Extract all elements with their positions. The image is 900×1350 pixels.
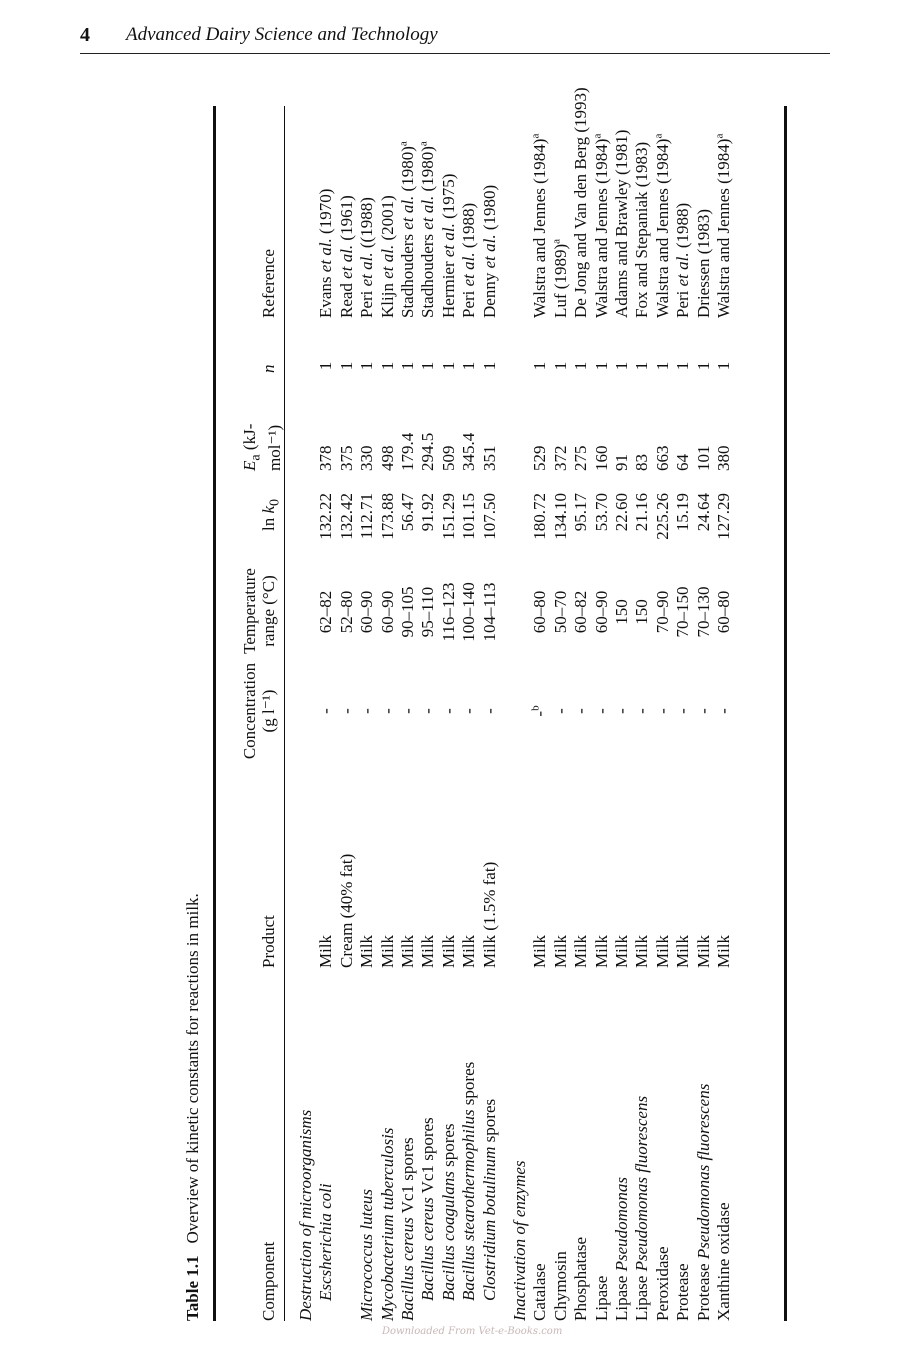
lnk0-cell: 225.26	[652, 493, 672, 540]
concentration-cell	[417, 661, 438, 761]
lnk0-cell: 107.50	[479, 493, 499, 540]
product-cell: Milk	[459, 934, 479, 968]
component-cell	[550, 1251, 571, 1321]
component-run: Phosphatase	[571, 1236, 591, 1321]
header-ea-line1-rest: (kJ-	[240, 423, 259, 455]
reference-cell	[570, 87, 591, 318]
component-run: Peroxidase	[652, 1246, 672, 1321]
component-cell	[611, 1177, 632, 1321]
concentration-cell	[315, 661, 336, 761]
header-product: Product	[259, 915, 278, 968]
concentration-value: -	[418, 708, 438, 714]
reference-cell	[693, 209, 714, 318]
reference-run: et al.	[398, 195, 417, 230]
concentration-value: -	[632, 708, 652, 714]
rotated-table	[183, 0, 793, 1321]
component-cell	[438, 1123, 459, 1301]
reference-run: Denny	[479, 268, 499, 318]
temperature-cell: 104–113	[479, 582, 499, 642]
reference-run: (2001)	[377, 195, 397, 245]
lnk0-cell: 134.10	[550, 493, 570, 540]
reference-run: (1975)	[438, 173, 458, 224]
reference-run: et al.	[336, 244, 356, 279]
reference-run: et al.	[438, 223, 458, 258]
lnk0-cell: 151.29	[438, 493, 458, 540]
product-cell: Milk	[530, 934, 550, 968]
header-lnk0-var: k	[259, 505, 278, 514]
component-cell	[672, 1263, 693, 1321]
concentration-value: -	[377, 708, 397, 714]
header-concentration-line2: (g l⁻¹)	[259, 689, 278, 733]
concentration-value: -	[571, 708, 591, 714]
header-ea-sub: a	[247, 454, 264, 461]
temperature-cell: 150	[632, 599, 652, 625]
lnk0-cell: 101.15	[459, 493, 479, 540]
reference-run: et al.	[418, 195, 438, 230]
temperature-cell: 116–123	[438, 582, 458, 642]
ea-cell: 101	[693, 445, 713, 471]
lnk0-cell: 173.88	[377, 493, 397, 540]
header-temperature	[240, 561, 278, 661]
table-caption-text: Overview of kinetic constants for reactions in milk.	[183, 893, 202, 1244]
component-run: Chymosin	[550, 1251, 570, 1321]
component-run: Pseudomonas fluorescens	[632, 1095, 652, 1272]
n-cell: 1	[652, 361, 672, 371]
reference-cell	[438, 174, 459, 318]
component-run: Bacillus coagulans	[438, 1171, 458, 1301]
reference-cell	[631, 142, 652, 318]
temperature-cell: 60–80	[714, 590, 733, 634]
n-cell: 1	[673, 361, 693, 371]
table-top-rule	[213, 106, 216, 1321]
reference-run: et al.	[479, 234, 499, 269]
n-cell: 1	[357, 361, 377, 371]
product-cell: Milk	[316, 934, 336, 968]
product-cell: Milk	[357, 934, 377, 968]
reference-run: (1980)	[479, 184, 499, 235]
temperature-cell: 52–80	[336, 590, 356, 634]
component-cell	[693, 1084, 714, 1321]
concentration-cell	[529, 661, 550, 761]
section-title: Inactivation of enzymes	[510, 1160, 529, 1321]
n-cell: 1	[418, 361, 438, 371]
header-concentration	[240, 651, 278, 771]
ea-cell: 91	[612, 454, 631, 471]
reference-run: (1980)	[398, 146, 417, 196]
reference-run: Luf (1989)	[550, 243, 570, 318]
n-cell: 1	[377, 361, 397, 371]
header-reference: Reference	[259, 249, 278, 318]
ea-cell: 160	[591, 445, 611, 471]
reference-cell	[652, 134, 673, 318]
component-cell	[652, 1246, 673, 1321]
header-component: Component	[259, 1241, 278, 1321]
component-run: spores	[438, 1123, 458, 1172]
concentration-cell	[479, 661, 500, 761]
product-cell: Milk	[398, 934, 417, 968]
lnk0-cell: 112.71	[357, 493, 377, 540]
temperature-cell: 70–150	[673, 586, 693, 638]
reference-run: (1970)	[316, 188, 336, 239]
ea-cell: 375	[336, 445, 356, 471]
ea-cell: 275	[571, 445, 591, 471]
ea-cell: 509	[438, 445, 458, 471]
reference-cell	[713, 134, 734, 318]
concentration-cell	[611, 661, 632, 761]
ea-cell: 294.5	[418, 432, 438, 471]
footnote-marker: a	[550, 238, 563, 244]
concentration-value: -	[438, 708, 458, 714]
header-n: n	[259, 364, 278, 373]
lnk0-cell: 24.64	[693, 493, 713, 532]
reference-run: Peri	[459, 286, 479, 318]
reference-cell	[377, 195, 398, 318]
concentration-cell	[693, 661, 714, 761]
concentration-cell	[458, 661, 479, 761]
component-cell	[479, 1099, 500, 1301]
product-cell: Cream (40% fat)	[336, 853, 356, 968]
component-cell	[713, 1203, 734, 1322]
table-label: Table 1.1	[183, 1255, 202, 1321]
header-temperature-line2: range (°C)	[259, 575, 278, 647]
component-cell	[529, 1263, 550, 1321]
header-ea	[240, 424, 284, 471]
temperature-cell: 100–140	[459, 582, 479, 642]
concentration-value: -	[357, 708, 377, 714]
component-run: Vc1 spores	[398, 1137, 417, 1218]
table-header-rule	[284, 106, 285, 1321]
reference-cell	[397, 141, 418, 318]
component-run: Mycobacterium tuberculosis	[377, 1127, 397, 1321]
product-cell: Milk	[673, 934, 693, 968]
reference-cell	[417, 141, 438, 318]
reference-cell	[550, 239, 571, 318]
temperature-cell: 62–82	[316, 590, 336, 634]
concentration-cell	[377, 661, 398, 761]
lnk0-cell: 22.60	[612, 493, 631, 532]
page-number: 4	[80, 24, 90, 46]
n-cell: 1	[530, 361, 550, 371]
n-cell: 1	[714, 361, 733, 371]
component-run: Vc1 spores	[418, 1117, 438, 1198]
reference-run: (1961)	[336, 195, 356, 245]
header-ea-line2: mol⁻¹)	[265, 424, 285, 471]
concentration-value: -	[316, 708, 336, 714]
reference-run: De Jong and Van den Berg (1993)	[571, 87, 591, 318]
component-cell	[356, 1189, 377, 1321]
product-cell: Milk	[377, 934, 397, 968]
header-lnk0-sub: 0	[266, 498, 283, 506]
temperature-cell: 60–82	[571, 590, 591, 634]
temperature-cell: 150	[612, 599, 631, 625]
component-run: spores	[459, 1061, 479, 1110]
component-run: Protease	[693, 1259, 713, 1321]
concentration-value: -	[673, 708, 693, 714]
running-title: Advanced Dairy Science and Technology	[126, 24, 438, 45]
component-cell	[315, 1183, 336, 1301]
ea-cell: 378	[316, 445, 336, 471]
component-run: Lipase	[612, 1271, 631, 1321]
n-cell: 1	[591, 361, 611, 371]
concentration-value: -	[652, 708, 672, 714]
lnk0-cell: 132.42	[336, 493, 356, 540]
ea-cell: 498	[377, 445, 397, 471]
ea-cell: 179.4	[398, 432, 417, 471]
n-cell: 1	[316, 361, 336, 371]
temperature-cell: 70–90	[652, 590, 672, 634]
lnk0-cell: 132.22	[316, 493, 336, 540]
reference-run: Evans	[316, 272, 336, 318]
lnk0-cell: 53.70	[591, 493, 611, 532]
header-temperature-line1: Temperature	[240, 568, 259, 654]
lnk0-cell: 95.17	[571, 493, 591, 532]
temperature-cell: 60–90	[357, 590, 377, 634]
concentration-cell	[356, 661, 377, 761]
reference-cell	[356, 197, 377, 318]
header-lnk0-prefix: ln	[259, 513, 278, 531]
reference-cell	[479, 185, 500, 318]
component-run: Lipase	[591, 1275, 611, 1321]
product-cell: Milk	[550, 934, 570, 968]
product-cell: Milk	[571, 934, 591, 968]
reference-run: Stadhouders	[418, 229, 438, 318]
reference-run: (1988)	[673, 202, 693, 253]
reference-run: Walstra and Jennes (1984)	[530, 138, 550, 318]
header-ea-var: E	[240, 460, 259, 471]
reference-run: Peri	[357, 286, 377, 318]
component-cell	[631, 1096, 652, 1321]
reference-run: ((1988)	[357, 197, 377, 253]
concentration-cell	[336, 661, 357, 761]
reference-run: (1980)	[418, 146, 438, 196]
reference-run: Peri	[673, 286, 693, 318]
concentration-value: -	[714, 708, 733, 714]
concentration-cell	[672, 661, 693, 761]
concentration-cell	[652, 661, 673, 761]
n-cell: 1	[632, 361, 652, 371]
ea-cell: 83	[632, 454, 652, 471]
concentration-cell	[397, 661, 418, 761]
reference-run: Walstra and Jennes (1984)	[591, 138, 611, 318]
reference-run: Walstra and Jennes (1984)	[652, 138, 672, 318]
reference-cell	[336, 195, 357, 318]
component-run: Clostridium botulinum	[479, 1146, 499, 1301]
reference-cell	[315, 189, 336, 318]
component-run: Bacillus cereus	[418, 1197, 438, 1301]
concentration-cell	[713, 661, 734, 761]
component-run: Pseudomonas fluorescens	[693, 1083, 713, 1260]
concentration-value: -	[550, 708, 570, 714]
concentration-cell	[591, 661, 612, 761]
reference-cell	[529, 134, 550, 318]
footnote-marker: a	[529, 133, 542, 139]
concentration-cell	[631, 661, 652, 761]
n-cell: 1	[571, 361, 591, 371]
reference-run: Klijn	[377, 278, 397, 318]
lnk0-cell: 21.16	[632, 493, 652, 532]
concentration-cell	[438, 661, 459, 761]
reference-cell	[672, 203, 693, 318]
component-run: spores	[479, 1098, 499, 1147]
ea-cell: 351	[479, 445, 499, 471]
footnote-marker: a	[713, 133, 726, 139]
reference-run: Walstra and Jennes (1984)	[714, 138, 733, 318]
footnote-marker: a	[590, 133, 603, 139]
temperature-cell: 60–90	[377, 590, 397, 634]
product-cell: Milk	[632, 934, 652, 968]
component-run: Protease	[673, 1263, 693, 1321]
n-cell: 1	[550, 361, 570, 371]
n-cell: 1	[479, 361, 499, 371]
product-cell: Milk	[652, 934, 672, 968]
temperature-cell: 70–130	[693, 586, 713, 638]
table-caption	[183, 893, 203, 1321]
n-cell: 1	[612, 361, 631, 371]
product-cell: Milk	[693, 934, 713, 968]
component-run: Micrococcus luteus	[357, 1188, 377, 1321]
header-concentration-line1: Concentration	[240, 662, 259, 760]
component-run: Pseudomonas	[612, 1176, 631, 1272]
header-lnk0	[259, 499, 284, 531]
ea-cell: 529	[530, 445, 550, 471]
watermark: Downloaded From Vet-e-Books.com	[382, 1326, 563, 1337]
component-cell	[591, 1276, 612, 1321]
reference-cell	[611, 130, 632, 318]
product-cell: Milk (1.5% fat)	[479, 861, 499, 968]
table-bottom-rule	[784, 106, 787, 1321]
temperature-cell: 50–70	[550, 590, 570, 634]
n-cell: 1	[459, 361, 479, 371]
concentration-value: -	[693, 708, 713, 714]
reference-run: (1988)	[459, 202, 479, 253]
concentration-value: -	[591, 708, 611, 714]
product-cell: Milk	[612, 934, 631, 968]
product-cell: Milk	[418, 934, 438, 968]
reference-run: et al.	[357, 252, 377, 287]
n-cell: 1	[438, 361, 458, 371]
component-cell	[458, 1062, 479, 1301]
lnk0-cell: 127.29	[714, 493, 733, 540]
concentration-cell	[570, 661, 591, 761]
lnk0-cell: 56.47	[398, 493, 417, 532]
footnote-marker: a	[417, 141, 430, 147]
reference-run: Adams and Brawley (1981)	[612, 129, 631, 318]
section-title: Destruction of microorganisms	[296, 1109, 315, 1321]
temperature-cell: 90–105	[398, 586, 417, 638]
product-cell: Milk	[591, 934, 611, 968]
component-run: Lipase	[632, 1271, 652, 1321]
component-cell	[570, 1237, 591, 1321]
product-cell: Milk	[714, 934, 733, 968]
n-cell: 1	[336, 361, 356, 371]
n-cell: 1	[693, 361, 713, 371]
concentration-cell	[550, 661, 571, 761]
reference-run: Stadhouders	[398, 229, 417, 318]
ea-cell: 64	[673, 454, 693, 471]
ea-cell: 330	[357, 445, 377, 471]
n-cell: 1	[398, 361, 417, 371]
temperature-cell: 60–90	[591, 590, 611, 634]
concentration-value: -	[459, 708, 479, 714]
footnote-marker: a	[652, 133, 665, 139]
concentration-value: -	[479, 708, 499, 714]
reference-run: et al.	[459, 252, 479, 287]
product-cell: Milk	[438, 934, 458, 968]
reference-run: Read	[336, 278, 356, 318]
ea-cell: 663	[652, 445, 672, 471]
reference-run: Fox and Stepaniak (1983)	[632, 141, 652, 318]
component-run: Catalase	[530, 1263, 550, 1321]
reference-run: Driessen (1983)	[693, 208, 713, 318]
footnote-marker: a	[397, 141, 410, 147]
concentration-value: -	[398, 708, 417, 714]
concentration-value: -	[612, 708, 631, 714]
concentration-value: -	[530, 710, 550, 717]
component-cell	[377, 1128, 398, 1321]
component-cell	[417, 1117, 438, 1301]
temperature-cell: 95–110	[418, 586, 438, 638]
lnk0-cell: 15.19	[673, 493, 693, 532]
reference-cell	[591, 134, 612, 318]
temperature-cell: 60–80	[530, 590, 550, 634]
footnote-marker: b	[529, 705, 542, 711]
concentration-value: -	[336, 708, 356, 714]
reference-run: et al.	[377, 244, 397, 279]
component-run: Escsherichia coli	[316, 1183, 336, 1301]
lnk0-cell: 180.72	[530, 493, 550, 540]
ea-cell: 372	[550, 445, 570, 471]
component-run: Bacillus stearothermophilus	[459, 1109, 479, 1301]
component-run: Bacillus cereus	[398, 1217, 417, 1321]
reference-run: et al.	[316, 238, 336, 273]
lnk0-cell: 91.92	[418, 493, 438, 532]
reference-cell	[458, 203, 479, 318]
reference-run: et al.	[673, 252, 693, 287]
reference-run: Hermier	[438, 257, 458, 318]
ea-cell: 380	[714, 445, 733, 471]
component-run: Xanthine oxidase	[714, 1202, 733, 1321]
component-cell	[397, 1137, 418, 1321]
ea-cell: 345.4	[459, 432, 479, 471]
